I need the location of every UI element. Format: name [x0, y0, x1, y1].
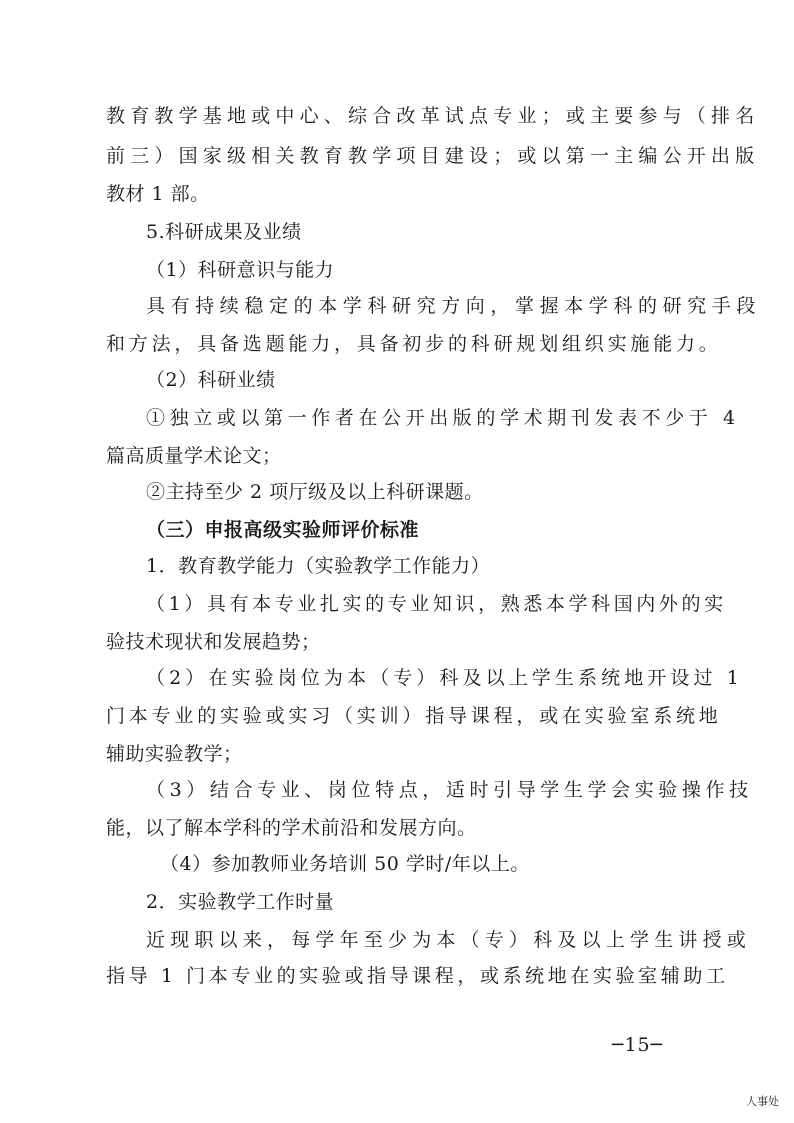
section-heading-senior-lab: （三）申报高级实验师评价标准 [146, 519, 420, 541]
section-heading-research: 5.科研成果及业绩 [146, 221, 302, 243]
text-line-16: （2）在实验岗位为本（专）科及以上学生系统地开设过 1 [146, 667, 743, 689]
text-line-23: 近现职以来，每学年至少为本（专）科及以上学生讲授或 [146, 929, 752, 951]
text-line-24: 指导 1 门本专业的实验或指导课程，或系统地在实验室辅助工 [106, 965, 729, 987]
text-line-2: 前三）国家级相关教育教学项目建设；或以第一主编公开出版 [106, 145, 760, 167]
text-line-18: 辅助实验教学； [106, 743, 243, 765]
text-line-10: 篇高质量学术论文； [106, 445, 282, 467]
text-line-20: 能，以了解本学科的学术前沿和发展方向。 [106, 817, 477, 839]
text-line-7: 和方法，具备选题能力，具备初步的科研规划组织实施能力。 [106, 333, 722, 355]
text-line-6: 具有持续稳定的本学科研究方向，掌握本学科的研究手段 [146, 295, 762, 317]
subheading-research-awareness: （1）科研意识与能力 [146, 259, 335, 281]
subheading-workload: 2．实验教学工作时量 [146, 891, 335, 913]
page-number: ─15─ [612, 1034, 664, 1056]
text-line-14: （1）具有本专业扎实的专业知识，熟悉本学科国内外的实 [146, 593, 727, 615]
text-line-9: ①独立或以第一作者在公开出版的学术期刊发表不少于 4 [146, 407, 740, 429]
text-line-1: 教育教学基地或中心、综合改革试点专业；或主要参与（排名 [106, 105, 760, 127]
department-watermark: 人事处 [746, 1095, 779, 1108]
text-line-3: 教材 1 部。 [106, 183, 210, 205]
text-line-17: 门本专业的实验或实习（实训）指导课程，或在实验室系统地 [106, 705, 722, 727]
text-line-21: （4）参加教师业务培训 50 学时/年以上。 [160, 853, 530, 875]
subheading-teaching-ability: 1．教育教学能力（实验教学工作能力） [146, 555, 491, 577]
text-line-11: ②主持至少 2 项厅级及以上科研课题。 [146, 481, 484, 503]
text-line-15: 验技术现状和发展趋势； [106, 631, 321, 653]
text-line-19: （3）结合专业、岗位特点，适时引导学生学会实验操作技 [146, 779, 753, 801]
subheading-research-results: （2）科研业绩 [146, 369, 276, 391]
